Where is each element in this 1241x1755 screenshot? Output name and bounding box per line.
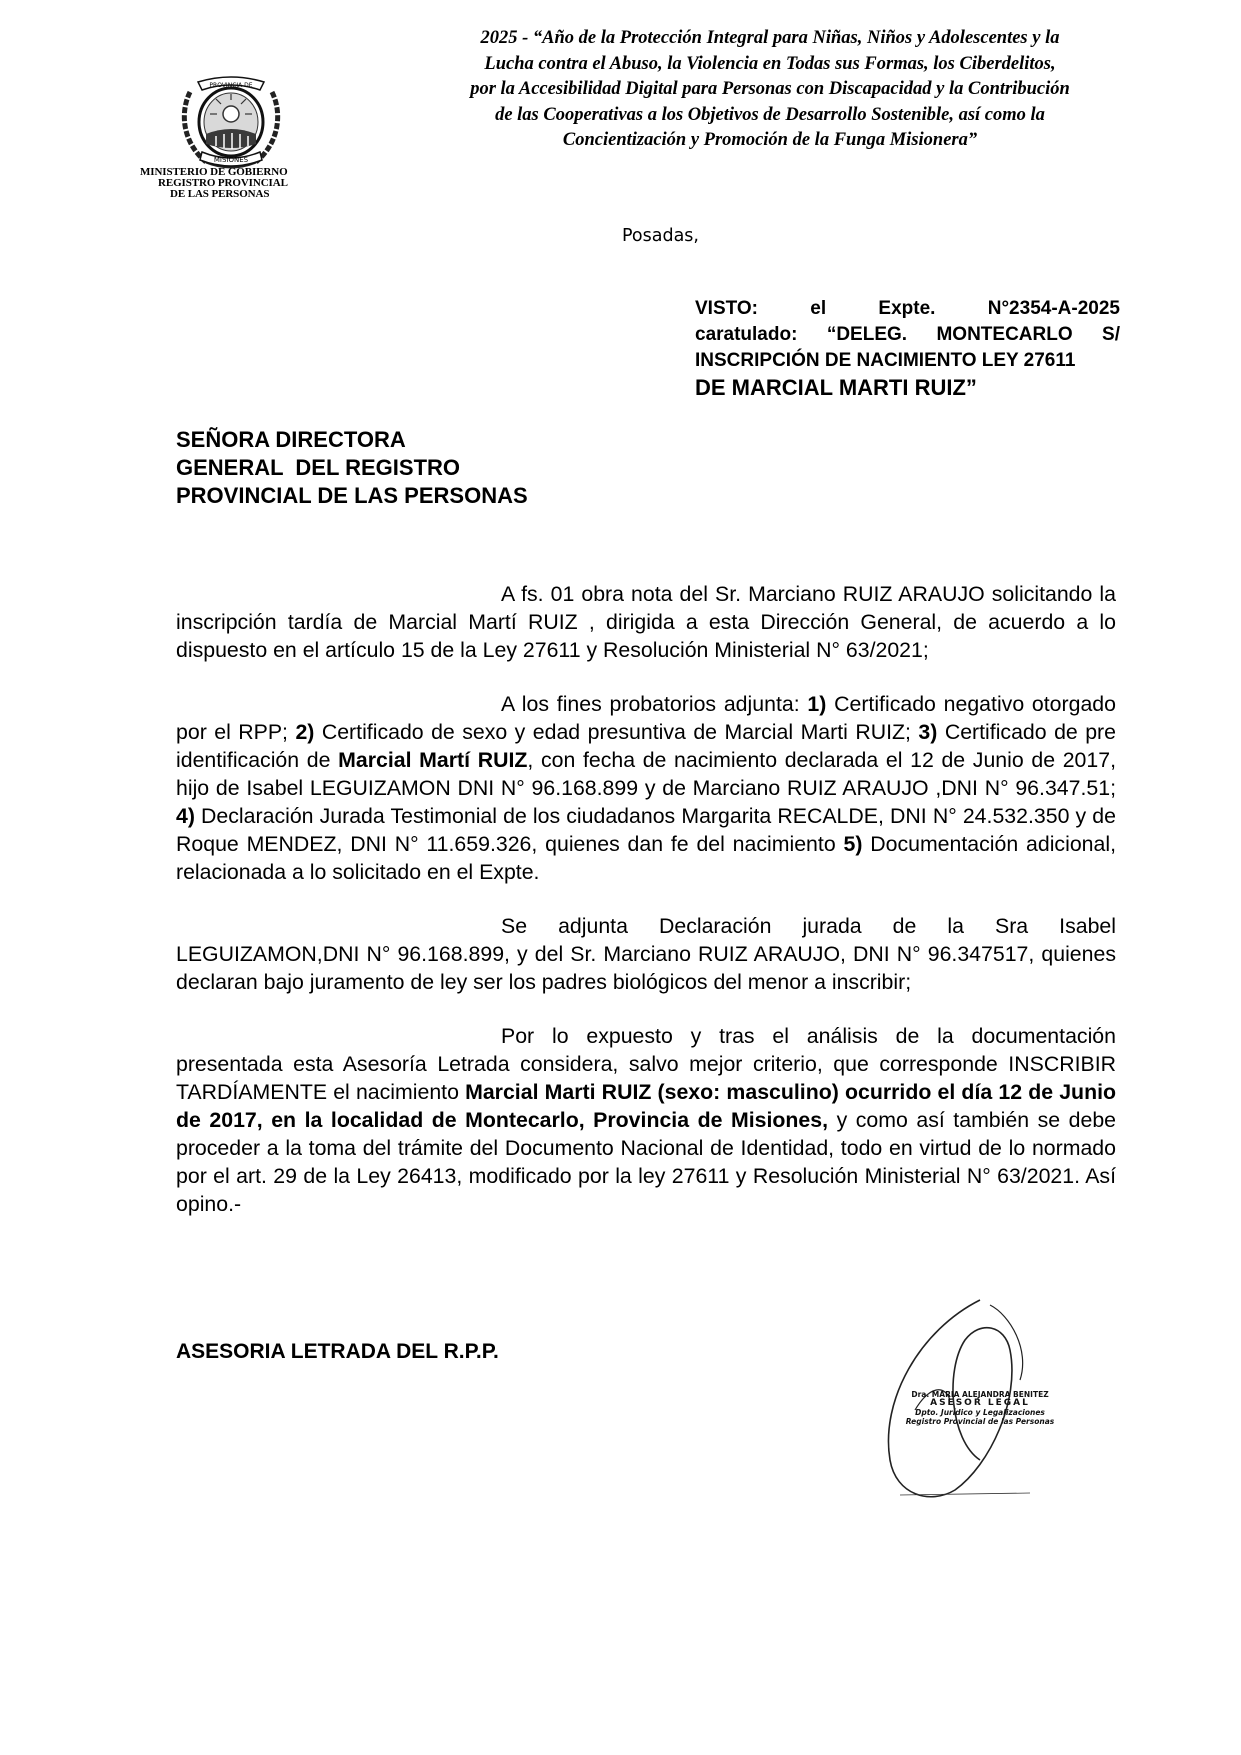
file-number: N°2354-A-2025 <box>987 298 1120 319</box>
stamp-line: Dpto. Jurídico y Legalizaciones <box>915 1408 1045 1417</box>
crest-text-bottom: MISIONES <box>213 156 249 164</box>
body-paragraph-4: Por lo expuesto y tras el análisis de la documentación presentada esta Asesoría Letrada considera, salvo mejor criterio, que corresponde INSCRIBIR TARDÍAMENTE el nacimiento Marcial Marti RUIZ (sexo: masculino) ocurrido el día 12 de Junio de 2017, en la localidad de Montecarlo, Provincia de Misiones, y como así también se debe proceder a la toma del trámite del Documento Nacional de Identidad, todo en virtud de lo normado por el art. 29 de la Ley 26413, modificado por la ley 27611 y Resolución Ministerial N° 63/2021. Así opino.- <box>176 1024 1117 1216</box>
ministry-line: DE LAS PERSONAS <box>170 188 270 200</box>
province-crest-icon <box>176 72 286 172</box>
motto-line: Concientización y Promoción de la Funga Misionera” <box>562 130 978 150</box>
place-date: Posadas, <box>622 226 699 246</box>
motto-line: Lucha contra el Abuso, la Violencia en Todas sus Formas, los Ciberdelitos, <box>484 53 1056 74</box>
addressee-line: PROVINCIAL DE LAS PERSONAS <box>176 483 528 508</box>
visto-word: VISTO: <box>695 298 758 319</box>
visto-reference <box>695 296 1120 401</box>
visto-word: Expte. <box>878 298 936 319</box>
addressee-line: GENERAL DEL REGISTRO <box>176 455 461 480</box>
office-signature-line: ASESORIA LETRADA DEL R.P.P. <box>176 1340 499 1363</box>
visto-line <box>695 322 1120 348</box>
motto-line: 2025 - “Año de la Protección Integral para Niñas, Niños y Adolescentes y la <box>480 28 1060 48</box>
crest-text-top: PROVINCIA DE <box>209 82 253 89</box>
stamp-line: Registro Provincial de las Personas <box>905 1417 1055 1426</box>
ministry-line: MINISTERIO DE GOBIERNO <box>140 166 288 178</box>
letter-body <box>176 580 1116 1244</box>
visto-line: INSCRIPCIÓN DE NACIMIENTO LEY 27611 <box>695 350 1076 371</box>
resolution-highlight: Marcial Marti RUIZ (sexo: masculino) ocurrido el día 12 de Junio de 2017, en la localidad de Montecarlo, Provincia de Misiones, <box>176 1080 1117 1132</box>
visto-line <box>695 296 1120 322</box>
visto-word: “DELEG. <box>826 324 908 345</box>
legal-advisor-stamp <box>905 1390 1055 1426</box>
addressee-block <box>176 426 528 510</box>
visto-line: DE MARCIAL MARTI RUIZ” <box>695 375 977 400</box>
addressee-line: SEÑORA DIRECTORA <box>176 427 406 452</box>
visto-word: el <box>810 298 827 319</box>
visto-word: S/ <box>1102 324 1120 345</box>
stamp-line: Dra. MARIA ALEJANDRA BENITEZ <box>911 1390 1049 1399</box>
body-paragraph-3: Se adjunta Declaración jurada de la Sra Isabel LEGUIZAMON,DNI N° 96.168.899, y del Sr. Marciano RUIZ ARAUJO, DNI N° 96.347517, quienes declaran bajo juramento de ley ser los padres biológicos del menor a inscribir; <box>176 914 1116 994</box>
body-paragraph-1: A fs. 01 obra nota del Sr. Marciano RUIZ ARAUJO solicitando la inscripción tardía de Marcial Martí RUIZ , dirigida a esta Dirección General, de acuerdo a lo dispuesto en el artículo 15 de la Ley 27611 y Resolución Ministerial N° 63/2021; <box>176 582 1116 662</box>
ministry-line: REGISTRO PROVINCIAL <box>158 177 288 189</box>
child-name: Marcial Martí RUIZ <box>338 748 528 772</box>
motto-line: de las Cooperativas a los Objetivos de Desarrollo Sostenible, así como la <box>495 104 1045 125</box>
motto-line: por la Accesibilidad Digital para Personas con Discapacidad y la Contribución <box>470 79 1070 99</box>
year-motto <box>420 26 1120 154</box>
visto-word: MONTECARLO <box>936 324 1073 345</box>
body-paragraph-2: A los fines probatorios adjunta: 1) Certificado negativo otorgado por el RPP; 2) Certificado de sexo y edad presuntiva de Marcial Marti RUIZ; 3) Certificado de pre identificación de Marcial Martí RUIZ, con fecha de nacimiento declarada el 12 de Junio de 2017, hijo de Isabel LEGUIZAMON DNI N° 96.168.899 y de Marciano RUIZ ARAUJO ,DNI N° 96.347.51; 4) Declaración Jurada Testimonial de los ciudadanos Margarita RECALDE, DNI N° 24.532.350 y de Roque MENDEZ, DNI N° 11.659.326, quienes dan fe del nacimiento 5) Documentación adicional, relacionada a lo solicitado en el Expte. <box>176 692 1117 884</box>
ministry-heading <box>140 167 340 200</box>
stamp-line: ASESOR LEGAL <box>930 1398 1030 1408</box>
visto-word: caratulado: <box>695 324 798 345</box>
